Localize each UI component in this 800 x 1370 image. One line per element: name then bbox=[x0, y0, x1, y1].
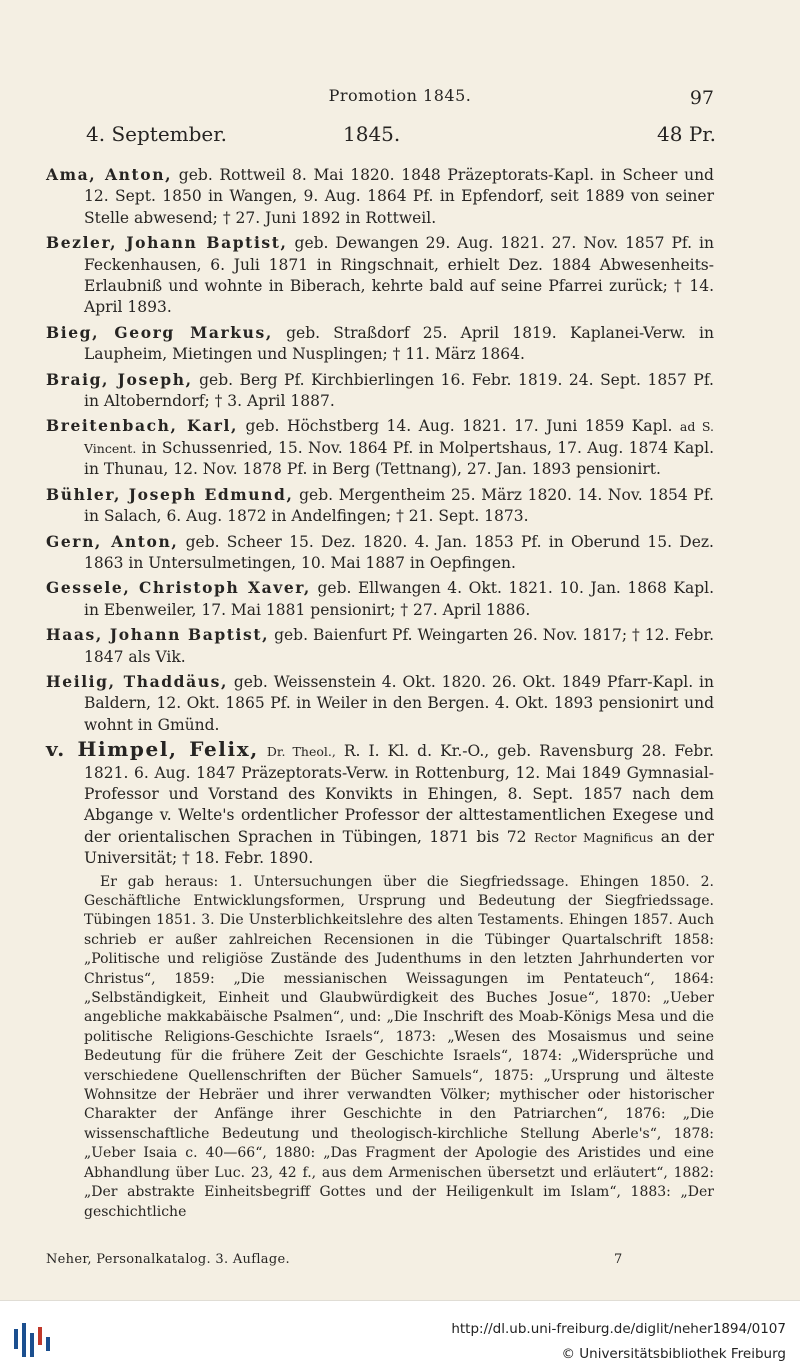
entry-text: geb. Weissenstein 4. Okt. 1820. 26. Okt. 1849 Pfarr-Kapl. in Baldern, 12. Okt. 1865 Pf. in Weiler in den Bergen. 4. Okt. 1893 pensionirt und wohnt in Gmünd. bbox=[84, 672, 714, 734]
entry-name: Braig, Joseph, bbox=[46, 369, 193, 389]
entry-himpel bbox=[46, 739, 714, 869]
entry-latin-title: Rector Magnificus bbox=[534, 829, 654, 845]
entry-text: geb. Ellwangen 4. Okt. 1821. 10. Jan. 1868 Kapl. in Ebenweiler, 17. Mai 1881 pensionirt; † 27. April 1886. bbox=[84, 579, 714, 619]
page-footer bbox=[46, 1252, 714, 1272]
entry-latin-abbr: ad S. Vincent. bbox=[84, 419, 714, 456]
entry-text: geb. Rottweil 8. Mai 1820. 1848 Präzeptorats-Kapl. in Scheer und 12. Sept. 1850 in Wangen, 9. Aug. 1864 Pf. in Epfendorf, seit 1889 von seiner Stelle abwesend; † 27. Juni 1892 in Rottweil. bbox=[84, 166, 714, 227]
entry-name: Bezler, Johann Baptist, bbox=[46, 233, 288, 253]
entry-text: geb. Höchstberg 14. Aug. 1821. 17. Juni 1859 Kapl. bbox=[245, 417, 673, 436]
entry-text: geb. Straßdorf 25. April 1819. Kaplanei-Verw. in Laupheim, Mietingen und Nusplingen; † 11. März 1864. bbox=[84, 323, 714, 364]
entry-degree: Dr. Theol., bbox=[266, 744, 336, 760]
entry-buehler bbox=[46, 484, 714, 528]
permalink-url[interactable]: http://dl.ub.uni-freiburg.de/diglit/neher1894/0107 bbox=[451, 1321, 786, 1337]
entry-name: Bieg, Georg Markus, bbox=[46, 322, 273, 342]
entry-name: Gern, Anton, bbox=[46, 531, 179, 551]
entry-name: v. Himpel, Felix, bbox=[46, 737, 259, 762]
entry-text-continued: in Schussenried, 15. Nov. 1864 Pf. in Molpertshaus, 17. Aug. 1874 Kapl. in Thunau, 12. Nov. 1878 Pf. in Berg (Tettnang), 27. Jan. 1893 pensionirt. bbox=[84, 438, 714, 479]
running-title: Promotion 1845. bbox=[328, 86, 472, 105]
promotion-count: 48 Pr. bbox=[657, 122, 716, 146]
entry-list bbox=[46, 164, 714, 1222]
university-library-logo-icon bbox=[12, 1319, 52, 1361]
library-bar bbox=[0, 1300, 800, 1370]
entry-text-continued: an der Universität; † 18. Febr. 1890. bbox=[84, 827, 714, 868]
entry-bieg bbox=[46, 322, 714, 366]
entry-braig bbox=[46, 369, 714, 413]
entry-gern bbox=[46, 531, 714, 575]
entry-haas bbox=[46, 624, 714, 668]
entry-heilig bbox=[46, 671, 714, 736]
entry-himpel-works: Er gab heraus: 1. Untersuchungen über die Siegfriedssage. Ehingen 1850. 2. Geschäftliche Entwicklungsformen, Ursprung und Bedeutung der Siegfriedssage. Tübingen 1851. 3. Die Unsterblichkeitslehre des alten Testaments. Ehingen 1857. Auch schrieb er außer zahlreichen Recensionen in die Tübinger Quartalschrift 1858: „Politische und religiöse Zustände des Judenthums in den letzten Jahrhunderten vor Christus“, 1859: „Die messianischen Weissagungen im Pentateuch“, 1864: „Selbständigkeit, Einheit und Glaubwürdigkeit des Buches Josue“, 1870: „Ueber angebliche makkabäische Psalmen“, und: „Die Inschrift des Moab-Königs Mesa und die politische Religions-Geschichte Israels“, 1873: „Wesen des Mosaismus und seine Bedeutung für die frühere Zeit der Geschichte Israels“, 1874: „Widersprüche und verschiedene Quellenschriften der Bücher Samuels“, 1875: „Ursprung und älteste Wohnsitze der Hebräer und ihrer verwandten Völker; mythischer oder historischer Charakter der Anfänge ihrer Geschichte in den Patriarchen“, 1876: „Die wissenschaftliche Bedeutung und theologisch-kirchliche Stellung Aberle's“, 1878: „Ueber Isaia c. 40—66“, 1880: „Das Fragment der Apologie des Aristides und eine Abhandlung über Luc. 23, 42 f., aus dem Armenischen übersetzt und erläutert“, 1882: „Der abstrakte Einheitsbegriff Gottes und der Heiligenkult im Islam“, 1883: „Der geschichtliche bbox=[84, 873, 714, 1220]
entry-text: R. I. Kl. d. Kr.-O., geb. Ravensburg 28. Febr. 1821. 6. Aug. 1847 Präzeptorats-Verw. in Rottenburg, 12. Mai 1849 Gymnasial-Professor und Vorstand des Konvikts in Ehingen, 8. Sept. 1857 nach dem Abgange v. Welte's ordentlicher Professor der alttestamentlichen Exegese und der orientalischen Sprachen in Tübingen, 1871 bis 72 bbox=[84, 742, 714, 846]
entry-text: geb. Scheer 15. Dez. 1820. 4. Jan. 1853 Pf. in Oberund 15. Dez. 1863 in Untersulmetingen, 10. Mai 1887 in Oepfingen. bbox=[84, 532, 714, 572]
footer-signature-mark: 7 bbox=[614, 1252, 623, 1267]
entry-name: Breitenbach, Karl, bbox=[46, 416, 239, 436]
promotion-date-line bbox=[86, 122, 716, 154]
promotion-date: 4. September. bbox=[86, 122, 227, 146]
copyright-notice: © Universitätsbibliothek Freiburg bbox=[561, 1346, 786, 1362]
entry-name: Ama, Anton, bbox=[46, 165, 173, 184]
page-number: 97 bbox=[689, 87, 714, 109]
entry-text: geb. Berg Pf. Kirchbierlingen 16. Febr. 1819. 24. Sept. 1857 Pf. in Altoberndorf; † 3. April 1887. bbox=[84, 370, 714, 411]
entry-text: geb. Dewangen 29. Aug. 1821. 27. Nov. 1857 Pf. in Feckenhausen, 6. Juli 1871 in Ringschnait, erhielt Dez. 1884 Abwesenheits-Erlaubniß und wohnte in Biberach, kehrte bald auf seine Pfarrei zurück; † 14. April 1893. bbox=[84, 234, 714, 317]
entry-text: geb. Baienfurt Pf. Weingarten 26. Nov. 1817; † 12. Febr. 1847 als Vik. bbox=[84, 626, 714, 666]
entry-breitenbach bbox=[46, 415, 714, 480]
running-head bbox=[0, 86, 800, 110]
footer-book-title: Neher, Personalkatalog. 3. Auflage. bbox=[46, 1252, 290, 1267]
entry-name: Bühler, Joseph Edmund, bbox=[46, 484, 294, 504]
entry-name: Heilig, Thaddäus, bbox=[46, 671, 228, 691]
entry-ama bbox=[46, 164, 714, 229]
entry-bezler bbox=[46, 232, 714, 319]
promotion-year: 1845. bbox=[343, 122, 401, 146]
entry-name: Gessele, Christoph Xaver, bbox=[46, 578, 311, 598]
entry-gessele bbox=[46, 577, 714, 621]
entry-name: Haas, Johann Baptist, bbox=[46, 625, 270, 645]
entry-text: geb. Mergentheim 25. März 1820. 14. Nov. 1854 Pf. in Salach, 6. Aug. 1872 in Andelfingen; † 21. Sept. 1873. bbox=[84, 485, 714, 526]
